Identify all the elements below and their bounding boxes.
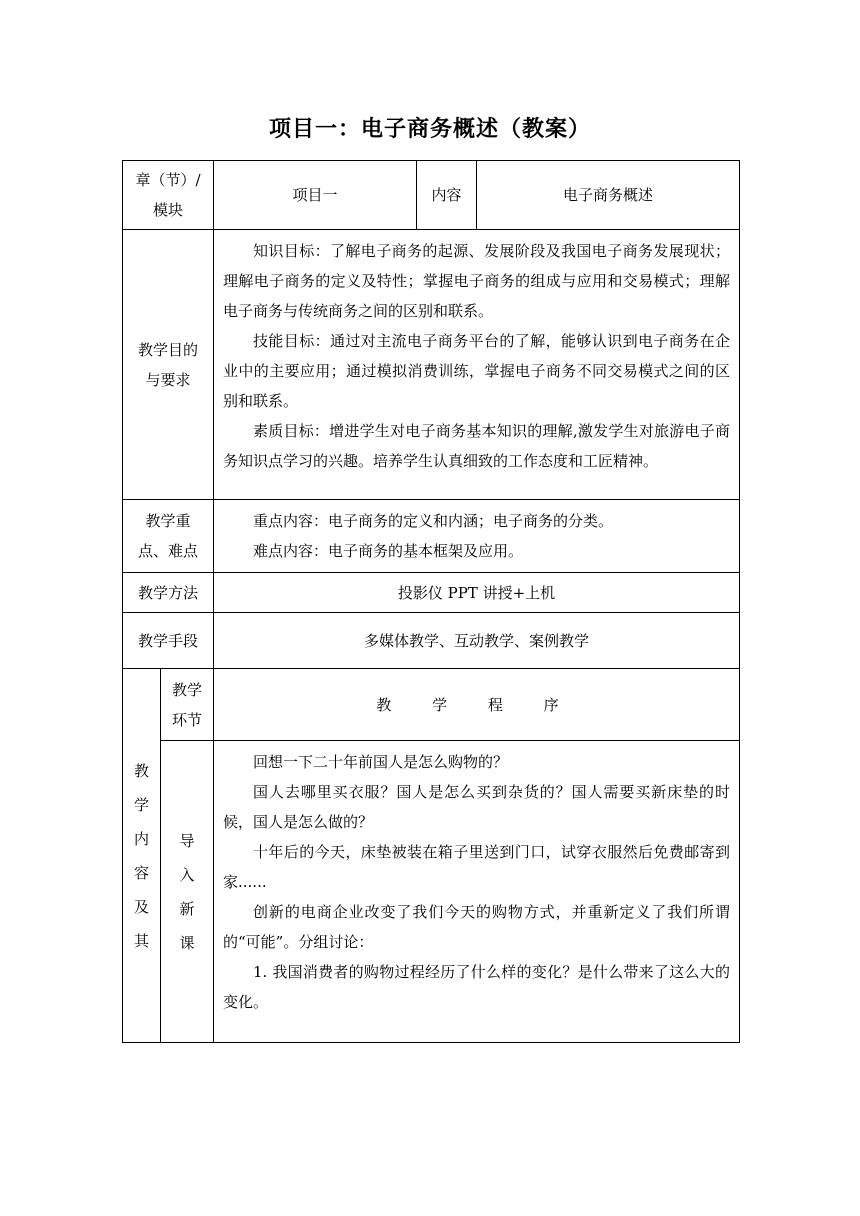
outer-label-char: 学 [133, 795, 149, 814]
method-label: 教学方法 [123, 573, 214, 613]
objectives-content [214, 230, 740, 500]
intro-paragraph: 创新的电商企业改变了我们今天的购物方式，并重新定义了我们所谓的“可能”。分组讨论： [223, 903, 730, 951]
outer-label-char: 内 [133, 829, 149, 848]
project-name: 项目一 [214, 161, 417, 230]
outer-label-char: 容 [133, 863, 149, 882]
intro-label-char: 新 [179, 899, 195, 918]
intro-label [161, 741, 214, 1043]
method-value: 投影仪 PPT 讲授+上机 [214, 573, 740, 613]
method-row [123, 573, 740, 613]
means-label: 教学手段 [123, 613, 214, 669]
intro-content [214, 741, 740, 1043]
knowledge-objective: 知识目标：了解电子商务的起源、发展阶段及我国电子商务发展现状；理解电子商务的定义及特性；掌握电子商务的组成与应用和交易模式；理解电子商务与传统商务之间的区别和联系。 [223, 242, 730, 320]
content-value: 电子商务概述 [477, 161, 740, 230]
means-row [123, 613, 740, 669]
outer-label-char: 及 [133, 897, 149, 916]
means-value: 多媒体教学、互动教学、案例教学 [214, 613, 740, 669]
program-header: 教 学 程 序 [214, 669, 740, 741]
outer-label-char: 教 [133, 761, 149, 780]
chapter-label-line2: 模块 [152, 201, 183, 219]
difficult-point: 难点内容：电子商务的基本框架及应用。 [253, 542, 524, 560]
skill-objective: 技能目标：通过对主流电子商务平台的了解，能够认识到电子商务在企业中的主要应用；通过模拟消费训练，掌握电子商务不同交易模式之间的区别和联系。 [223, 332, 730, 410]
objectives-row [123, 230, 740, 500]
chapter-label-cell [123, 161, 214, 230]
content-label: 内容 [417, 161, 477, 230]
procedure-header-row [123, 669, 740, 741]
objectives-label-line2: 与要求 [145, 370, 191, 389]
objectives-label-line1: 教学目的 [137, 340, 198, 359]
intro-paragraph: 回想一下二十年前国人是怎么购物的？ [253, 753, 509, 771]
outer-label-char: 其 [133, 931, 149, 950]
objectives-label-cell [123, 230, 214, 500]
procedure-outer-label [123, 669, 161, 1043]
intro-label-char: 导 [179, 831, 195, 850]
key-points-content [214, 500, 740, 573]
key-points-row [123, 500, 740, 573]
key-points-label-line1: 教学重 [145, 512, 191, 530]
intro-paragraph: 1. 我国消费者的购物过程经历了什么样的变化？是什么带来了这么大的变化。 [223, 963, 730, 1011]
chapter-row [123, 161, 740, 230]
intro-label-char: 入 [179, 865, 195, 884]
key-points-label-cell [123, 500, 214, 573]
intro-paragraph: 十年后的今天，床垫被装在箱子里送到门口，试穿衣服然后免费邮寄到家...... [223, 843, 730, 891]
stage-header-cell [161, 669, 214, 741]
chapter-label-line1: 章（节）/ [135, 171, 201, 189]
intro-row [123, 741, 740, 1043]
quality-objective: 素质目标：增进学生对电子商务基本知识的理解,激发学生对旅游电子商务知识点学习的兴趣。培养学生认真细致的工作态度和工匠精神。 [223, 422, 730, 470]
intro-label-char: 课 [179, 933, 195, 952]
key-points-label-line2: 点、难点 [137, 542, 198, 560]
stage-header-line1: 教学 [171, 680, 202, 699]
page-title: 项目一：电子商务概述（教案） [268, 117, 591, 142]
intro-paragraph: 国人去哪里买衣服？国人是怎么买到杂货的？国人需要买新床垫的时候，国人是怎么做的？ [223, 783, 730, 831]
lesson-plan-table [122, 160, 740, 1043]
stage-header-line2: 环节 [171, 710, 202, 729]
key-point: 重点内容：电子商务的定义和内涵；电子商务的分类。 [253, 512, 614, 530]
